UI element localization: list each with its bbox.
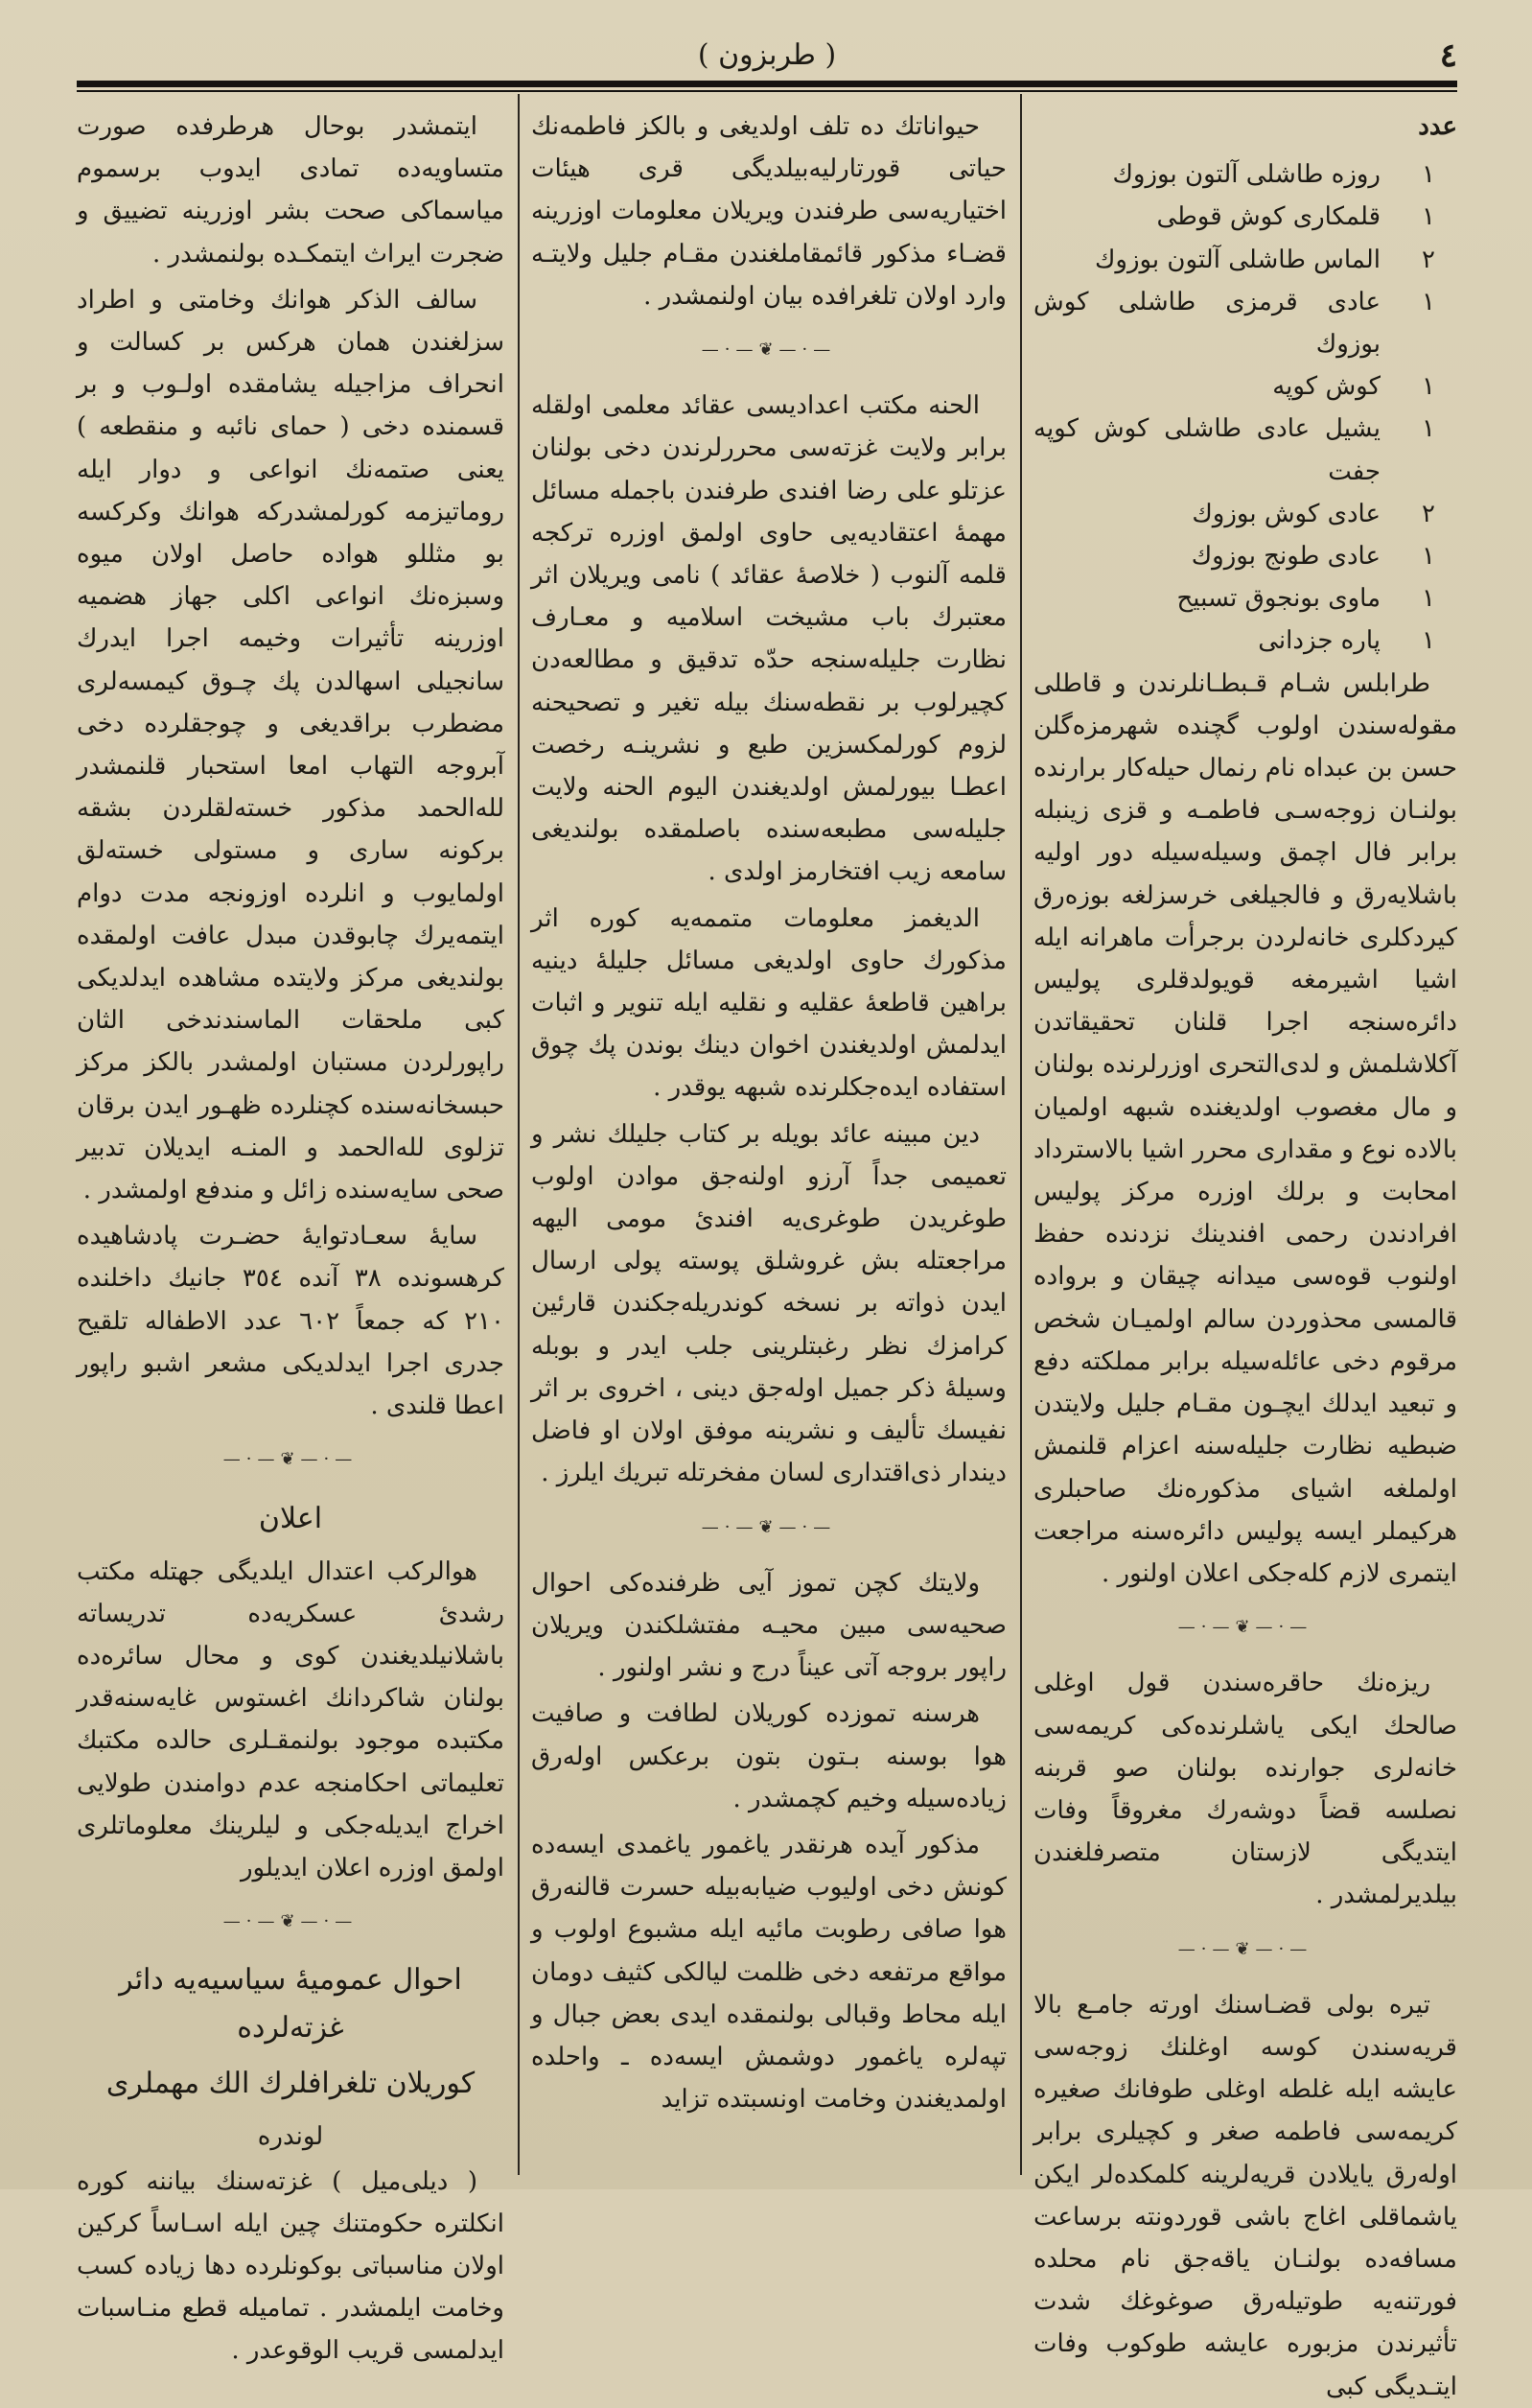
list-item [1033,408,1457,492]
list-item [1033,535,1457,577]
article-paragraph: تیره بولی قضـاسنك اورته جامـع بالا قریه‌سندن كوسه اوغلنك زوجه‌سی عایشه ایله غلطه اوغلی طوفانك صغیره كریمه‌سی فاطمه صغر و كچیلری برابر اوله‌رق یایلادن قریه‌لرینه كلمكده‌لر ایكن یاشماقلی اغاج باشی قوردونته برساعت مسافه‌ده بولنـان یاقه‌جق نام محلده فورتنه‌یه طوتیله‌رق صوغوغك شدت تأثیرندن مزبوره عایشه طوكوب وفات ایتـدیگی كبی [1033,1990,1457,2401]
item-name: ماوی بونجوق تسبیح [1176,584,1381,614]
item-qty: ١ [1422,584,1435,614]
article-paragraph: سایهٔ سعـادتوایهٔ حضـرت پادشاهیده كرهسونده ٣٨ آنده ٣٥٤ جانیك داخلنده ٢١٠ كه جمعاً ٦٠٢ عدد الاطفاله تلقیح جدری اجرا ایدلدیكی مشعر اشبو راپور اعطا قلندی . [77,1222,504,1421]
article-paragraph: مذكور آیده هرنقدر یاغمور یاغمدی ایسه‌ده كونش دخی اولیوب ضیابه‌بیله حسرت قالنه‌رق هوا صافی رطوبت مائیه ایله مشبوع اولوب و مواقع مرتفعه دخی ظلمت لیالكی كثیف دومان ایله محاط وقبالی بولنمقده ایدی بعض جبال و تپه‌لره یاغمور دوشمش ایسه‌ده ـ واحلده اولمدیغندن وخامت اونسبتده تزاید [531,1830,1007,2115]
ornament-divider: —·—❦—·— [701,1516,837,1537]
item-qty: ١ [1422,542,1435,572]
article-paragraph: سالف الذكر هوانك وخامتی و اطراد سزلغندن همان هركس بر كسالت و انحراف مزاجیله یشامقده اولـوب و بر قسمنده دخی ( حمای نائبه و منقطعه ) یعنی صتمه‌نك انواعی و دوار ایله روماتیزمه كورلمشدركه هوانك وكركسه بو مثللو هواده حاصل اولان میوه وسبزه‌نك انواعی اكلی جهاز هضمیه اوزرینه تأثیرات وخیمه اجرا ایدرك سانجیلی اسهالدن پك چـوق كیمسه‌لری مضطرب براقدیغی و چوجقلرده دخی آبروجه التهاب امعا استحبار قلنمشدر لله‌الحمد مذكور خسته‌لقلردن بشقه بركونه ساری و مستولی خسته‌لق اولمایوب و انلرده اوزونجه مدت دوام ایتمه‌یرك چابوقدن مبدل عافت اولمقده بولندیغی مركز ولایتده مشاهده ایدلدیكی كبی ملحقات الماسندندخی الثان راپورلردن مستبان اولمشدر بالكز مركز حبسخانه‌سنده كچنلرده ظهـور ایدن برقان تزلوی لله‌الحمد و المنـه ایدیلان تدبیر صحی سایه‌سنده زائل و مندفع اولمشدر . [77,285,504,1205]
item-name: یشیل عادی طاشلی كوش كوپه جفت [1033,414,1381,486]
page-header [77,36,1457,84]
item-name: عادی قرمزی طاشلی كوش بوزوك [1033,287,1381,360]
news-text: ( دیلی‌میل ) غزته‌سنك بیاننه كوره انكلتره حكومتنك چین ایله اسـاساً كركین اولان مناسباتی بوكونلرده دها زیاده كسب وخامت ایلمشدر . تمامیله قطع منـاسبات ایدلمسی قریب الوقوعدر . [77,2166,504,2366]
list-item [1033,196,1457,238]
masthead-title: ( طربزون ) [697,38,837,72]
item-name: قلمكاری كوش قوطی [1156,202,1381,232]
item-name: عادی كوش بوزوك [1192,499,1381,528]
item-qty: ١ [1422,414,1435,444]
ornament-divider: —·—❦—·— [701,339,837,361]
news-section-subtitle: كوریلان تلغرافلرك الك مهملری [105,2067,476,2101]
article-paragraph: ریزه‌نك حاقره‌سندن قول اوغلی صالحك ایكی یاشلرنده‌كی كریمه‌سی خانه‌لری جوارنده بولنان صو قربنه نصلسه قضاً دوشه‌رك مغروقاً وفات ایتدیگی لازستان متصرفلغندن بیلدیرلمشدر . [1033,1669,1457,1910]
column-right [1033,105,1457,2401]
item-name: روزه طاشلی آلتون بوزوك [1112,160,1381,190]
article-paragraph: طرابلس شـام قـبطـانلرندن و قاطلی مقوله‌سندن اولوب گچنده شهرمزه‌گلن حسن بن عبداه نام رنمال حیله‌کار برارنده بولنـان زوجه‌سـی فاطمـه و قزی زینبله برابر فال اچمق وسیله‌سیله دور اولیه باشلایه‌رق و فالجیلغی خرسزلغه بوزه‌رق كیردكلری خانه‌لردن برجرأت ماهرانه ایله اشیا اشیرمغه قویولدقلری پولیس دائره‌سنجه اجرا قلنان تحقیقاتدن آکلاشلمش و لدی‌التحری اوزرلرنده بولنان و مال مغصوب اولدیغنده شبهه اولمیان بالاده نوع و مقداری محرر اشیا بالاسترداد امحابت و برلك اوزره مركز پولیس افرادندن رحمی افندینك نزدنده حفظ اولنوب قوه‌سی میدانه چیقان و برواده قالمسی محذوردن سالم اولمیـان شخص مرقوم دخی عائله‌سیله برابر مملكته دفع و تبعید ایدلك ایچـون مقـام جلیل ولایتدن ضبطیه نظارت جلیله‌سنه اعزام قلنمش اولملغه اشیای مذكوره‌نك صاحبلری هركیملر ایسه پولیس دائره‌سنه مراجعت ایتمری لازم كله‌جكی اعلان اولنور . [1033,668,1457,1588]
article-paragraph: ایتمشدر بوحال هرطرفده صورت متساویه‌ده تمادی ایدوب برسموم میاسماكی صحت بشر اوزرینه تضییق و ضجرت ایراث ایتمكـده بولنمشدر . [77,112,504,269]
article-paragraph: دین مبینه عائد بویله بر كتاب جلیلك نشر و تعمیمی جداً آرزو اولنه‌جق موادن اولوب طوغریدن طوغری‌یه افندیٔ مومی الیهه مراجعتله بش غروشلق پوسته پولی ارسال ایدن ذواته بر نسخه كوندریله‌جكندن قارئین كرامزك نظر رغبتلرینی جلب ایدر و بوبله وسیله‌ٔ ذكر جمیل اوله‌جق دینی ، اخروی بر اثر نفیسك تألیف و نشرینه موفق اولان او فاضل دیندار ذی‌اقتداری لسان مفخرتله تبریك ایلرز . [531,1119,1007,1488]
list-item [1033,239,1457,281]
item-qty: ٢ [1422,245,1435,274]
ornament-divider: —·—❦—·— [222,1911,359,1932]
column-divider-left [518,94,520,2175]
item-qty: ١ [1422,287,1435,316]
article-paragraph: ولایتك كچن تموز آیی ظرفنده‌كی احوال صحیه‌سی مبین محیـه مفتشلكندن ویریلان راپور بروجه آتی عیناً درج و نشر اولنور . [531,1568,1007,1683]
announcement-title: اعلان [258,1501,323,1535]
list-item [1033,620,1457,662]
item-name: عادی طونج بوزوك [1191,542,1381,572]
item-name: كوش كوپه [1272,372,1381,402]
header-rule-thin [77,90,1457,92]
column-divider-right [1020,94,1022,2175]
inventory-list [1033,153,1457,662]
news-section-title: احوال عمومیهٔ سیاسیه‌یه دائر غزته‌لرده [119,1963,462,2046]
list-item [1033,493,1457,535]
article-paragraph: الحنه مكتب اعدادیسی عقائد معلمی اولقله برابر ولایت غزته‌سی محررلرندن دخی بولنان عزتلو علی رضا افندی طرفندن باجمله مسائل مهمهٔ اعتقادیه‌یی حاوی اولمق اوزره تركجه قلمه آلنوب ( خلاصهٔ عقائد ) نامی ویریلان اثر معتبرك باب مشیخت اسلامیه و معـارف نظارت جلیله‌سنجه حدّه تدقیق و مطالعه‌دن كچیرلوب بر نقطه‌سنك بیله تغیر و تصحیحنه لزوم كورلمكسزین طبع و نشرینـه رخصت اعطـا بیورلمش اولدیغندن الیوم الحنه ولایت جلیله‌سی مطبعه‌سنده باصلمقده بولندیغی سامعه زیب افتخارمز اولدی . [531,391,1007,887]
article-paragraph: حیواناتك ده تلف اولدیغی و بالكز فاطمه‌نك حیاتی قورتارلیه‌بیلدیگی قری هیئات اختیاریه‌سی طرفندن ویریلان معلومات اوزرینه قضـاء مذكور قائمقاملغندن مقـام جلیل ولایتـه وارد اولان تلغرافده بیان اولنمشدر . [531,112,1007,311]
page-number: ٤ [1439,36,1457,75]
ornament-divider: —·—❦—·— [222,1449,359,1470]
list-item [1033,365,1457,408]
list-title: عدد [1418,112,1457,141]
article-paragraph: الدیغمز معلومات متممه‌یه كوره اثر مذكورك حاوی اولدیغی مسائل جلیلهٔ دینیه براهین قاطعهٔ عقلیه و نقلیه ایله تنویر و اثبات ایدلمش اولدیغندن اخوان دینك بوندن پك چوق استفاده ایده‌جكلرنده شبهه یوقدر . [531,903,1007,1103]
announcement-text: هوالركب اعتدال ایلدیگی جهتله مكتب رشدیٔ عسكریه‌ده تدریساته باشلانیلدیغندن كوی و محال سائره‌ده بولنان شاكردانك اغستوس غایه‌سنه‌قدر مكتبده موجود بولنمقـلری حالده مكتبك تعلیماتی احكامنجه عدم دوامندن طولایی اخراج ایدیله‌جكی و لیلرینك معلوماتلری اولمق اوزره اعلان ایدیلور [77,1556,504,1882]
list-item [1033,281,1457,365]
item-name: پاره جزدانی [1258,626,1381,656]
item-name: الماس طاشلی آلتون بوزوك [1094,245,1381,274]
column-middle [531,105,1007,2177]
column-left [77,105,504,2366]
item-qty: ١ [1422,372,1435,402]
ornament-divider: —·—❦—·— [1177,1938,1313,1959]
dateline-city: لوندره [257,2122,324,2152]
item-qty: ١ [1422,626,1435,656]
item-qty: ١ [1422,202,1435,232]
article-paragraph: هرسنه تموزده كوریلان لطافت و صافیت هوا بوسنه بـتون بتون برعكس اوله‌رق زیاده‌سیله وخیم كچمشدر . [531,1699,1007,1813]
item-qty: ٢ [1422,499,1435,528]
header-rule-thick [77,81,1457,87]
list-item [1033,153,1457,196]
ornament-divider: —·—❦—·— [1177,1617,1313,1638]
item-qty: ١ [1422,160,1435,190]
list-item [1033,577,1457,620]
